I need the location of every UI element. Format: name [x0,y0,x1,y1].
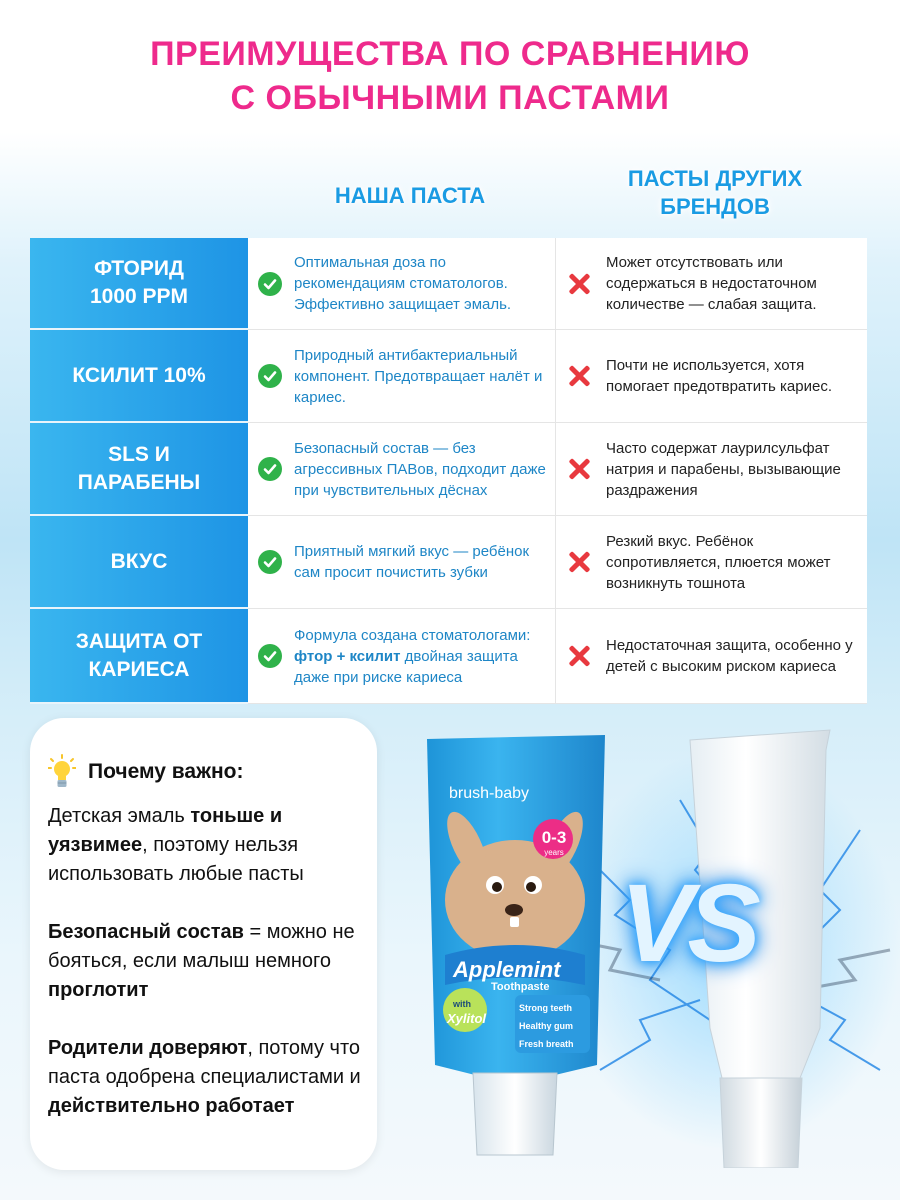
check-icon [258,644,282,668]
our-text-part: Формула создана стоматологами: [294,626,531,644]
other-cell [556,516,867,609]
cross-icon [566,643,592,669]
check-icon [258,550,282,574]
other-text: Часто содержат лаурилсульфат натрия и парабены, вызывающие раздражения [606,439,841,499]
column-header-other-line-2: БРЕНДОВ [660,194,770,219]
text-bold: тоньше и уязвимее [48,805,283,856]
why-important-card [30,718,377,1170]
other-text: Резкий вкус. Ребёнок сопротивляется, плюется может возникнуть тошнота [606,532,831,592]
brush-baby-tube [425,735,607,1160]
our-text: Природный антибактериальный компонент. Предотвращает налёт и кариес. [294,346,543,406]
our-cell [248,516,556,609]
check-icon [258,457,282,481]
text-part: Детская эмаль [48,805,191,827]
our-cell [248,609,556,704]
why-paragraph-2 [48,918,368,1005]
row-label: ЗАЩИТА ОТ КАРИЕСА [30,609,248,704]
why-paragraph-3 [48,1034,368,1121]
other-cell [556,609,867,704]
our-cell [248,238,556,330]
product-brand: brush-baby [449,785,530,802]
why-important-header [48,754,243,790]
product-benefit-2: Healthy gum [519,1021,574,1031]
page-title [0,32,900,120]
table-row [30,330,867,423]
column-header-our: НАША ПАСТА [334,183,486,208]
row-label: ВКУС [30,516,248,609]
text-bold: действительно работает [48,1095,295,1117]
text-bold: Безопасный состав [48,921,244,943]
table-row [30,238,867,330]
table-row [30,516,867,609]
text-part: , потому что паста одобрена специалистами и [48,1037,361,1088]
lightbulb-icon [48,754,76,790]
text-part: , поэтому нельзя использовать любые пасты [48,834,304,885]
text-bold: Родители доверяют [48,1037,248,1059]
row-label: SLS И ПАРАБЕНЫ [30,423,248,516]
table-row [30,423,867,516]
cross-icon [566,363,592,389]
product-ingredient: Xylitol [447,1011,487,1026]
product-type: Toothpaste [491,981,550,993]
other-text: Недостаточная защита, особенно у детей с высоким риском кариеса [606,637,853,675]
product-age: 0-3 [541,828,567,847]
other-cell [556,330,867,423]
text-part: = можно не бояться, если малыш немного [48,921,355,972]
cross-icon [566,271,592,297]
other-text: Почти не используется, хотя помогает предотвратить кариес. [606,357,832,395]
our-text-highlight: фтор + ксилит [294,647,401,665]
title-line-1: ПРЕИМУЩЕСТВА ПО СРАВНЕНИЮ [150,35,750,73]
our-text [294,625,555,688]
column-header-other [580,165,850,221]
product-age-unit: years [544,848,564,857]
other-text: Может отсутствовать или содержаться в недостаточном количестве — слабая защита. [606,254,817,313]
check-icon [258,272,282,296]
why-paragraph-1 [48,802,368,889]
title-line-2: С ОБЫЧНЫМИ ПАСТАМИ [230,79,670,117]
cross-icon [566,456,592,482]
other-cell [556,238,867,330]
other-cell [556,423,867,516]
our-text-part: двойная защита даже при риске кариеса [294,647,518,686]
our-text: Приятный мягкий вкус — ребёнок сам просит почистить зубки [294,543,530,581]
table-row [30,609,867,704]
product-with: with [453,999,471,1009]
column-header-other-line-1: ПАСТЫ ДРУГИХ [627,166,803,191]
text-bold: проглотит [48,979,149,1001]
product-benefit-3: Fresh breath [519,1039,574,1049]
our-cell [248,330,556,423]
cross-icon [566,549,592,575]
row-label: КСИЛИТ 10% [30,330,248,423]
check-icon [258,364,282,388]
our-cell [248,423,556,516]
comparison-table [30,238,867,704]
our-text: Оптимальная доза по рекомендациям стоматологов. Эффективно защищает эмаль. [294,254,512,313]
vs-label: VS [620,862,755,985]
product-benefit-1: Strong teeth [519,1003,572,1013]
row-label: ФТОРИД 1000 PPM [30,238,248,330]
our-text: Безопасный состав — без агрессивных ПАВов, подходит даже при чувствительных дёснах [294,439,546,499]
why-important-title: Почему важно: [88,760,244,783]
product-name: Applemint [453,957,561,982]
